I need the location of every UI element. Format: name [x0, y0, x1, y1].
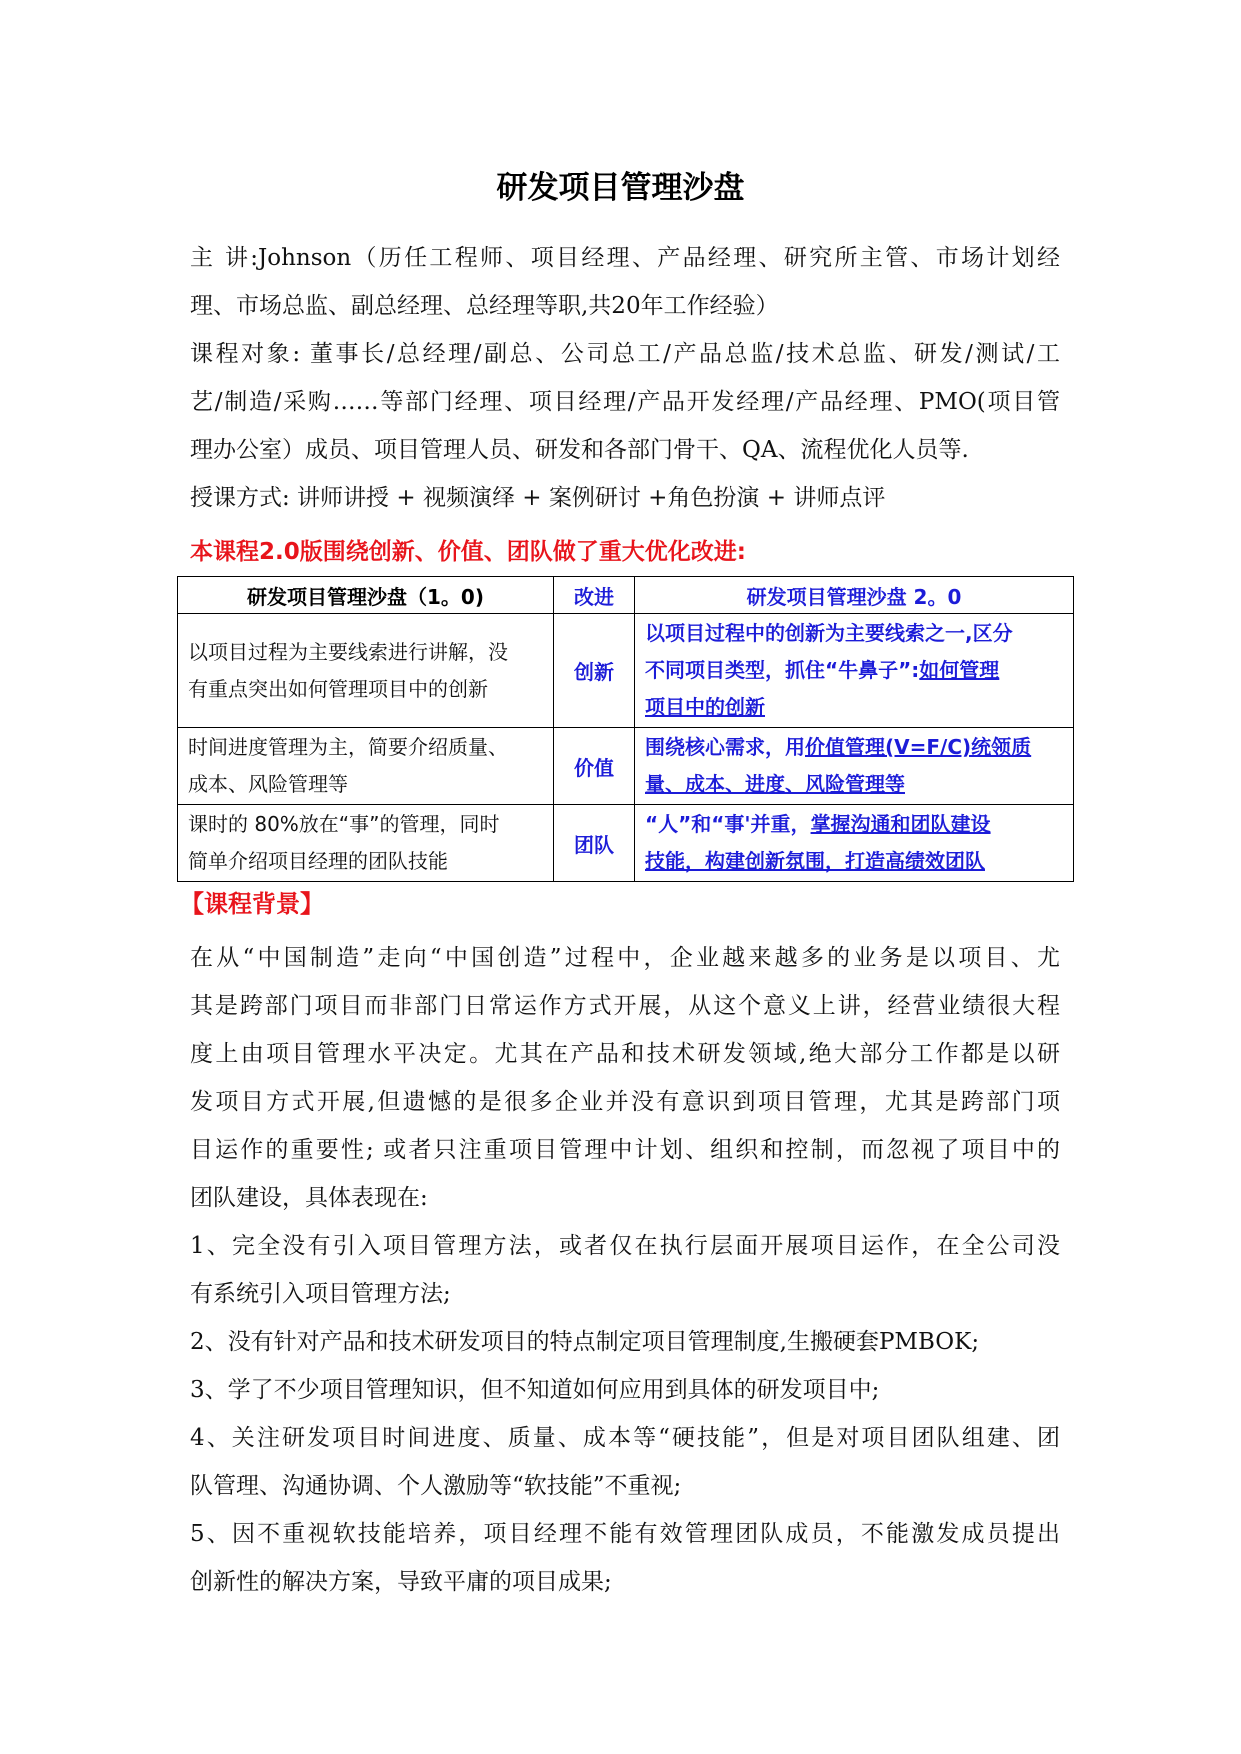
cell-text: 围绕核心需求，用 [645, 735, 805, 759]
underlined-text: 价值管理(V=F/C)统领质 [805, 735, 1032, 759]
table-row [178, 805, 1074, 882]
header-improvement: 改进 [554, 577, 635, 614]
cell-line: 以项目过程为主要线索进行讲解，没 [188, 639, 508, 664]
upgrade-heading: 本课程2.0版围绕创新、价值、团队做了重大优化改进: [190, 539, 746, 565]
intro-line: 主 讲:Johnson（历任工程师、项目经理、产品经理、研究所主管、市场计划经 [190, 245, 1060, 271]
underlined-text: 技能，构建创新氛围，打造高绩效团队 [645, 849, 985, 873]
background-line: 其是跨部门项目而非部门日常运作方式开展，从这个意义上讲，经营业绩很大程 [190, 993, 1060, 1019]
new-version-cell [635, 805, 1074, 882]
page-title: 研发项目管理沙盘 [496, 170, 745, 206]
underlined-text: 量、成本、进度、风险管理等 [645, 772, 905, 796]
background-block [190, 934, 1060, 1606]
cell-text: 不同项目类型，抓住“牛鼻子”: [645, 658, 920, 682]
new-version-cell [635, 614, 1074, 728]
new-version-cell [635, 728, 1074, 805]
intro-line: 课程对象: 董事长/总经理/副总、公司总工/产品总监/技术总监、研发/测试/工 [190, 341, 1060, 367]
background-line: 3、学了不少项目管理知识，但不知道如何应用到具体的研发项目中; [190, 1377, 880, 1403]
background-heading: 【课程背景】 [180, 890, 324, 918]
cell-text: “人”和“事'并重， [645, 812, 811, 836]
background-line: 队管理、沟通协调、个人激励等“软技能”不重视; [190, 1473, 682, 1499]
cell-line: 成本、风险管理等 [188, 772, 348, 796]
cell-line: 课时的 80%放在“事”的管理，同时 [188, 812, 500, 836]
background-line: 目运作的重要性; 或者只注重项目管理中计划、组织和控制，而忽视了项目中的 [190, 1137, 1060, 1163]
intro-line: 理办公室）成员、项目管理人员、研发和各部门骨干、QA、流程优化人员等. [190, 437, 969, 463]
intro-block [190, 234, 1060, 522]
cell-line: 时间进度管理为主，简要介绍质量、 [188, 735, 508, 759]
old-version-cell [178, 805, 554, 882]
header-old-version: 研发项目管理沙盘（1。0) [178, 577, 554, 614]
underlined-text: 项目中的创新 [645, 695, 765, 719]
underlined-text: 掌握沟通和团队建设 [810, 812, 991, 836]
background-line: 有系统引入项目管理方法; [190, 1281, 451, 1307]
improvement-tag: 价值 [554, 728, 635, 805]
improvement-tag: 创新 [554, 614, 635, 728]
background-line: 度上由项目管理水平决定。尤其在产品和技术研发领域,绝大部分工作都是以研 [190, 1041, 1060, 1067]
background-line: 1、完全没有引入项目管理方法，或者仅在执行层面开展项目运作，在全公司没 [190, 1233, 1060, 1259]
old-version-cell [178, 728, 554, 805]
background-line: 发项目方式开展,但遗憾的是很多企业并没有意识到项目管理，尤其是跨部门项 [190, 1089, 1060, 1115]
background-line: 4、关注研发项目时间进度、质量、成本等“硬技能”，但是对项目团队组建、团 [190, 1425, 1060, 1451]
background-line: 在从“中国制造”走向“中国创造”过程中，企业越来越多的业务是以项目、尤 [190, 945, 1060, 971]
comparison-table [177, 576, 1074, 882]
intro-line: 理、市场总监、副总经理、总经理等职,共20年工作经验） [190, 293, 779, 319]
table-row [178, 728, 1074, 805]
background-line: 5、因不重视软技能培养，项目经理不能有效管理团队成员，不能激发成员提出 [190, 1521, 1060, 1547]
cell-line: 简单介绍项目经理的团队技能 [188, 849, 448, 873]
table-header-row [178, 577, 1074, 614]
intro-line: 艺/制造/采购……等部门经理、项目经理/产品开发经理/产品经理、PMO(项目管 [190, 389, 1060, 415]
underlined-text: 如何管理 [919, 658, 1000, 682]
cell-line: 有重点突出如何管理项目中的创新 [188, 676, 488, 701]
improvement-tag: 团队 [554, 805, 635, 882]
old-version-cell [178, 614, 554, 728]
intro-line: 授课方式: 讲师讲授 + 视频演绎 + 案例研讨 +角色扮演 + 讲师点评 [190, 485, 886, 511]
table-row [178, 614, 1074, 728]
cell-line: 以项目过程中的创新为主要线索之一,区分 [645, 621, 1013, 645]
background-line: 团队建设，具体表现在: [190, 1185, 428, 1211]
header-new-version: 研发项目管理沙盘 2。0 [635, 577, 1074, 614]
background-line: 2、没有针对产品和技术研发项目的特点制定项目管理制度,生搬硬套PMBOK; [190, 1329, 980, 1355]
background-line: 创新性的解决方案，导致平庸的项目成果; [190, 1569, 612, 1595]
